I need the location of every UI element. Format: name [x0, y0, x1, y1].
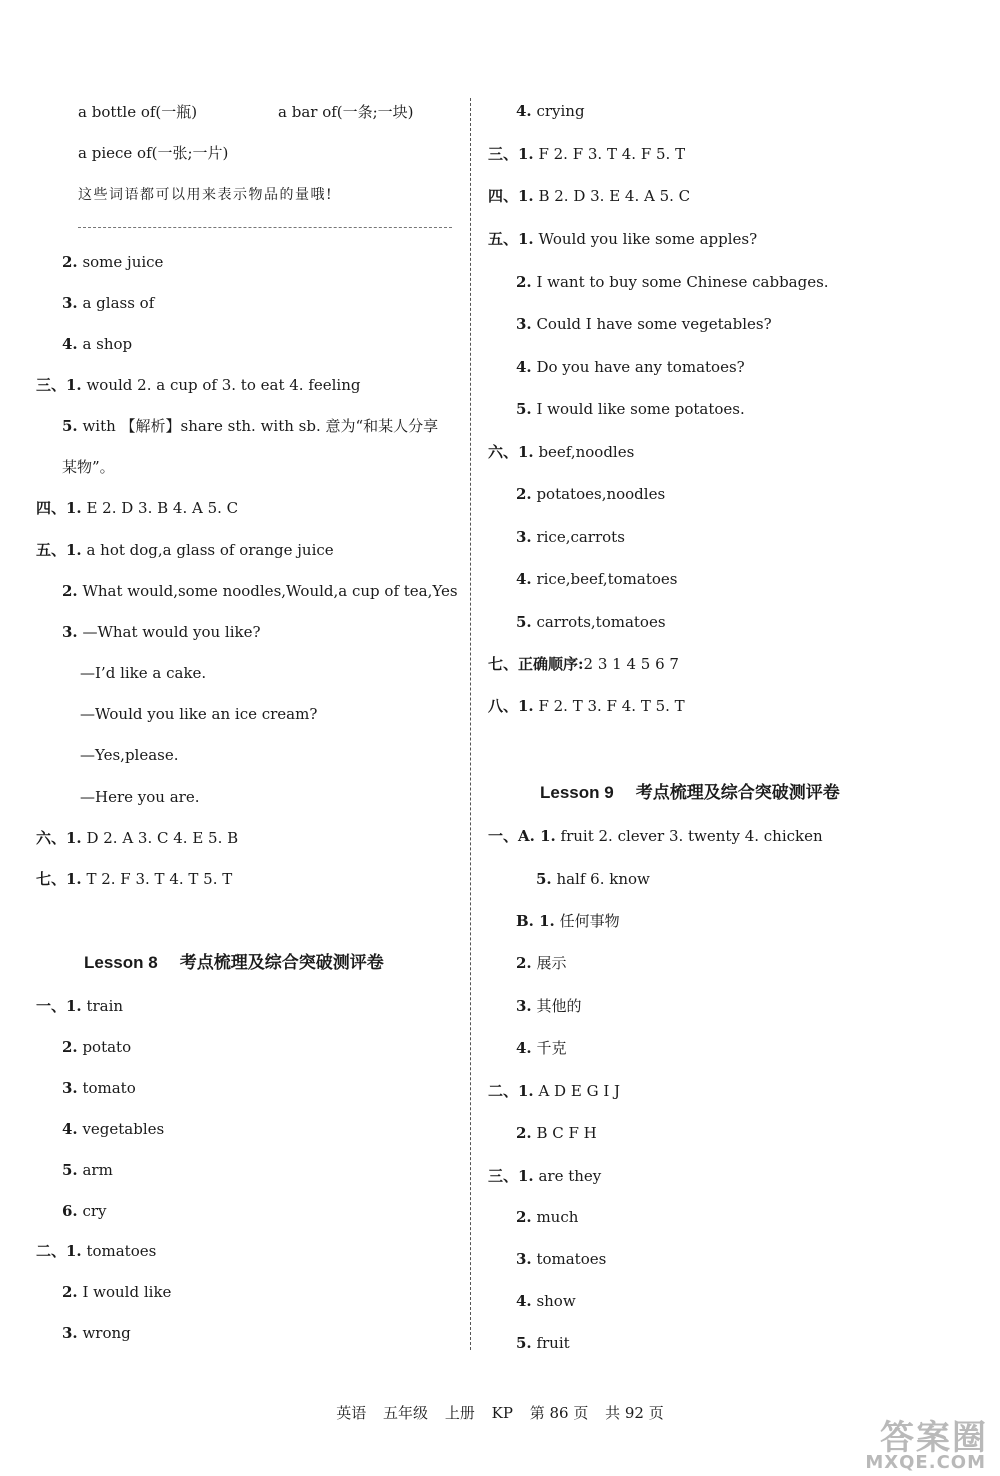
quantity-note: 这些词语都可以用来表示物品的量哦! [78, 187, 334, 203]
answer-line: 5. half 6. know [536, 870, 650, 888]
note-divider [78, 227, 452, 228]
answer-line: 4. crying [516, 102, 585, 120]
answer-line: 四、1. B 2. D 3. E 4. A 5. C [488, 187, 691, 205]
answer-line: 二、1. A D E G I J [488, 1082, 621, 1100]
answer-line: 3. 其他的 [516, 997, 582, 1015]
watermark [822, 1410, 992, 1472]
answer-line: 2. B C F H [516, 1124, 597, 1142]
watermark-url: MXQE.COM [865, 1452, 986, 1473]
answer-line: 2. potatoes,noodles [516, 485, 666, 503]
answer-line: —I’d like a cake. [80, 664, 207, 682]
answer-line: 某物”。 [62, 458, 115, 476]
footer-total-pages: 共 92 页 [605, 1404, 664, 1422]
answer-line: 6. cry [62, 1202, 107, 1220]
answer-line: 5. with 【解析】share sth. with sb. 意为“和某人分享 [62, 417, 439, 435]
answer-line: —Would you like an ice cream? [80, 705, 318, 723]
answer-line: 2. potato [62, 1038, 132, 1056]
answer-line: 七、正确顺序:2 3 1 4 5 6 7 [488, 655, 679, 673]
answer-line: 2. What would,some noodles,Would,a cup of tea,Yes [62, 582, 458, 600]
answer-line: 五、1. Would you like some apples? [488, 230, 758, 248]
answer-line: 三、1. are they [488, 1167, 602, 1185]
answer-line: 4. Do you have any tomatoes? [516, 358, 745, 376]
answer-line: 5. carrots,tomatoes [516, 613, 666, 631]
answer-line: 2. much [516, 1208, 579, 1226]
footer-page-number: 第 86 页 [529, 1404, 589, 1422]
answer-line: 4. 千克 [516, 1039, 567, 1057]
answer-line: 3. Could I have some vegetables? [516, 315, 772, 333]
answer-line: 4. rice,beef,tomatoes [516, 570, 678, 588]
footer-subject: 英语 [336, 1404, 367, 1422]
answer-line: —Yes,please. [80, 746, 179, 764]
footer-volume: 上册 [444, 1404, 475, 1422]
answer-line: 五、1. a hot dog,a glass of orange juice [36, 541, 334, 559]
answer-line: 八、1. F 2. T 3. F 4. T 5. T [488, 697, 685, 715]
answer-line: 六、1. D 2. A 3. C 4. E 5. B [36, 829, 239, 847]
answer-line: 4. vegetables [62, 1120, 165, 1138]
answer-line: 3. a glass of [62, 294, 155, 312]
answer-line: 一、A. 1. fruit 2. clever 3. twenty 4. chicken [488, 827, 823, 845]
answer-line: 2. I would like [62, 1283, 172, 1301]
answer-line: 七、1. T 2. F 3. T 4. T 5. T [36, 870, 233, 888]
answer-line: 5. fruit [516, 1334, 570, 1352]
answer-line: 3. tomato [62, 1079, 136, 1097]
answer-line: 3. wrong [62, 1324, 131, 1342]
answer-line: B. 1. 任何事物 [516, 912, 620, 930]
watermark-logo-text: 答案圈 [880, 1418, 988, 1458]
answer-line: 2. 展示 [516, 954, 567, 972]
answer-line: 4. a shop [62, 335, 133, 353]
lesson-9-heading: Lesson 9 考点梳理及综合突破测评卷 [540, 783, 840, 802]
column-divider [470, 98, 471, 1350]
answer-line: 2. some juice [62, 253, 164, 271]
bar-of-note: a bar of(一条;一块) [278, 103, 414, 121]
answer-line: 2. I want to buy some Chinese cabbages. [516, 273, 829, 291]
answer-line: —Here you are. [80, 788, 200, 806]
answer-line: 一、1. train [36, 997, 124, 1015]
answer-line: 三、1. would 2. a cup of 3. to eat 4. feeling [36, 376, 361, 394]
footer-grade: 五年级 [383, 1404, 429, 1422]
footer-edition: KP [491, 1404, 513, 1422]
answer-line: 三、1. F 2. F 3. T 4. F 5. T [488, 145, 686, 163]
answer-line: 4. show [516, 1292, 576, 1310]
answer-line: 5. I would like some potatoes. [516, 400, 745, 418]
answer-line: 5. arm [62, 1161, 113, 1179]
piece-of-note: a piece of(一张;一片) [78, 144, 229, 162]
answer-line: 3. —What would you like? [62, 623, 261, 641]
answer-line: 3. tomatoes [516, 1250, 607, 1268]
lesson-8-heading: Lesson 8 考点梳理及综合突破测评卷 [84, 953, 384, 972]
answer-line: 六、1. beef,noodles [488, 443, 635, 461]
bottle-of-note: a bottle of(一瓶) [78, 103, 198, 121]
answer-line: 四、1. E 2. D 3. B 4. A 5. C [36, 499, 239, 517]
answer-line: 3. rice,carrots [516, 528, 625, 546]
answer-line: 二、1. tomatoes [36, 1242, 157, 1260]
